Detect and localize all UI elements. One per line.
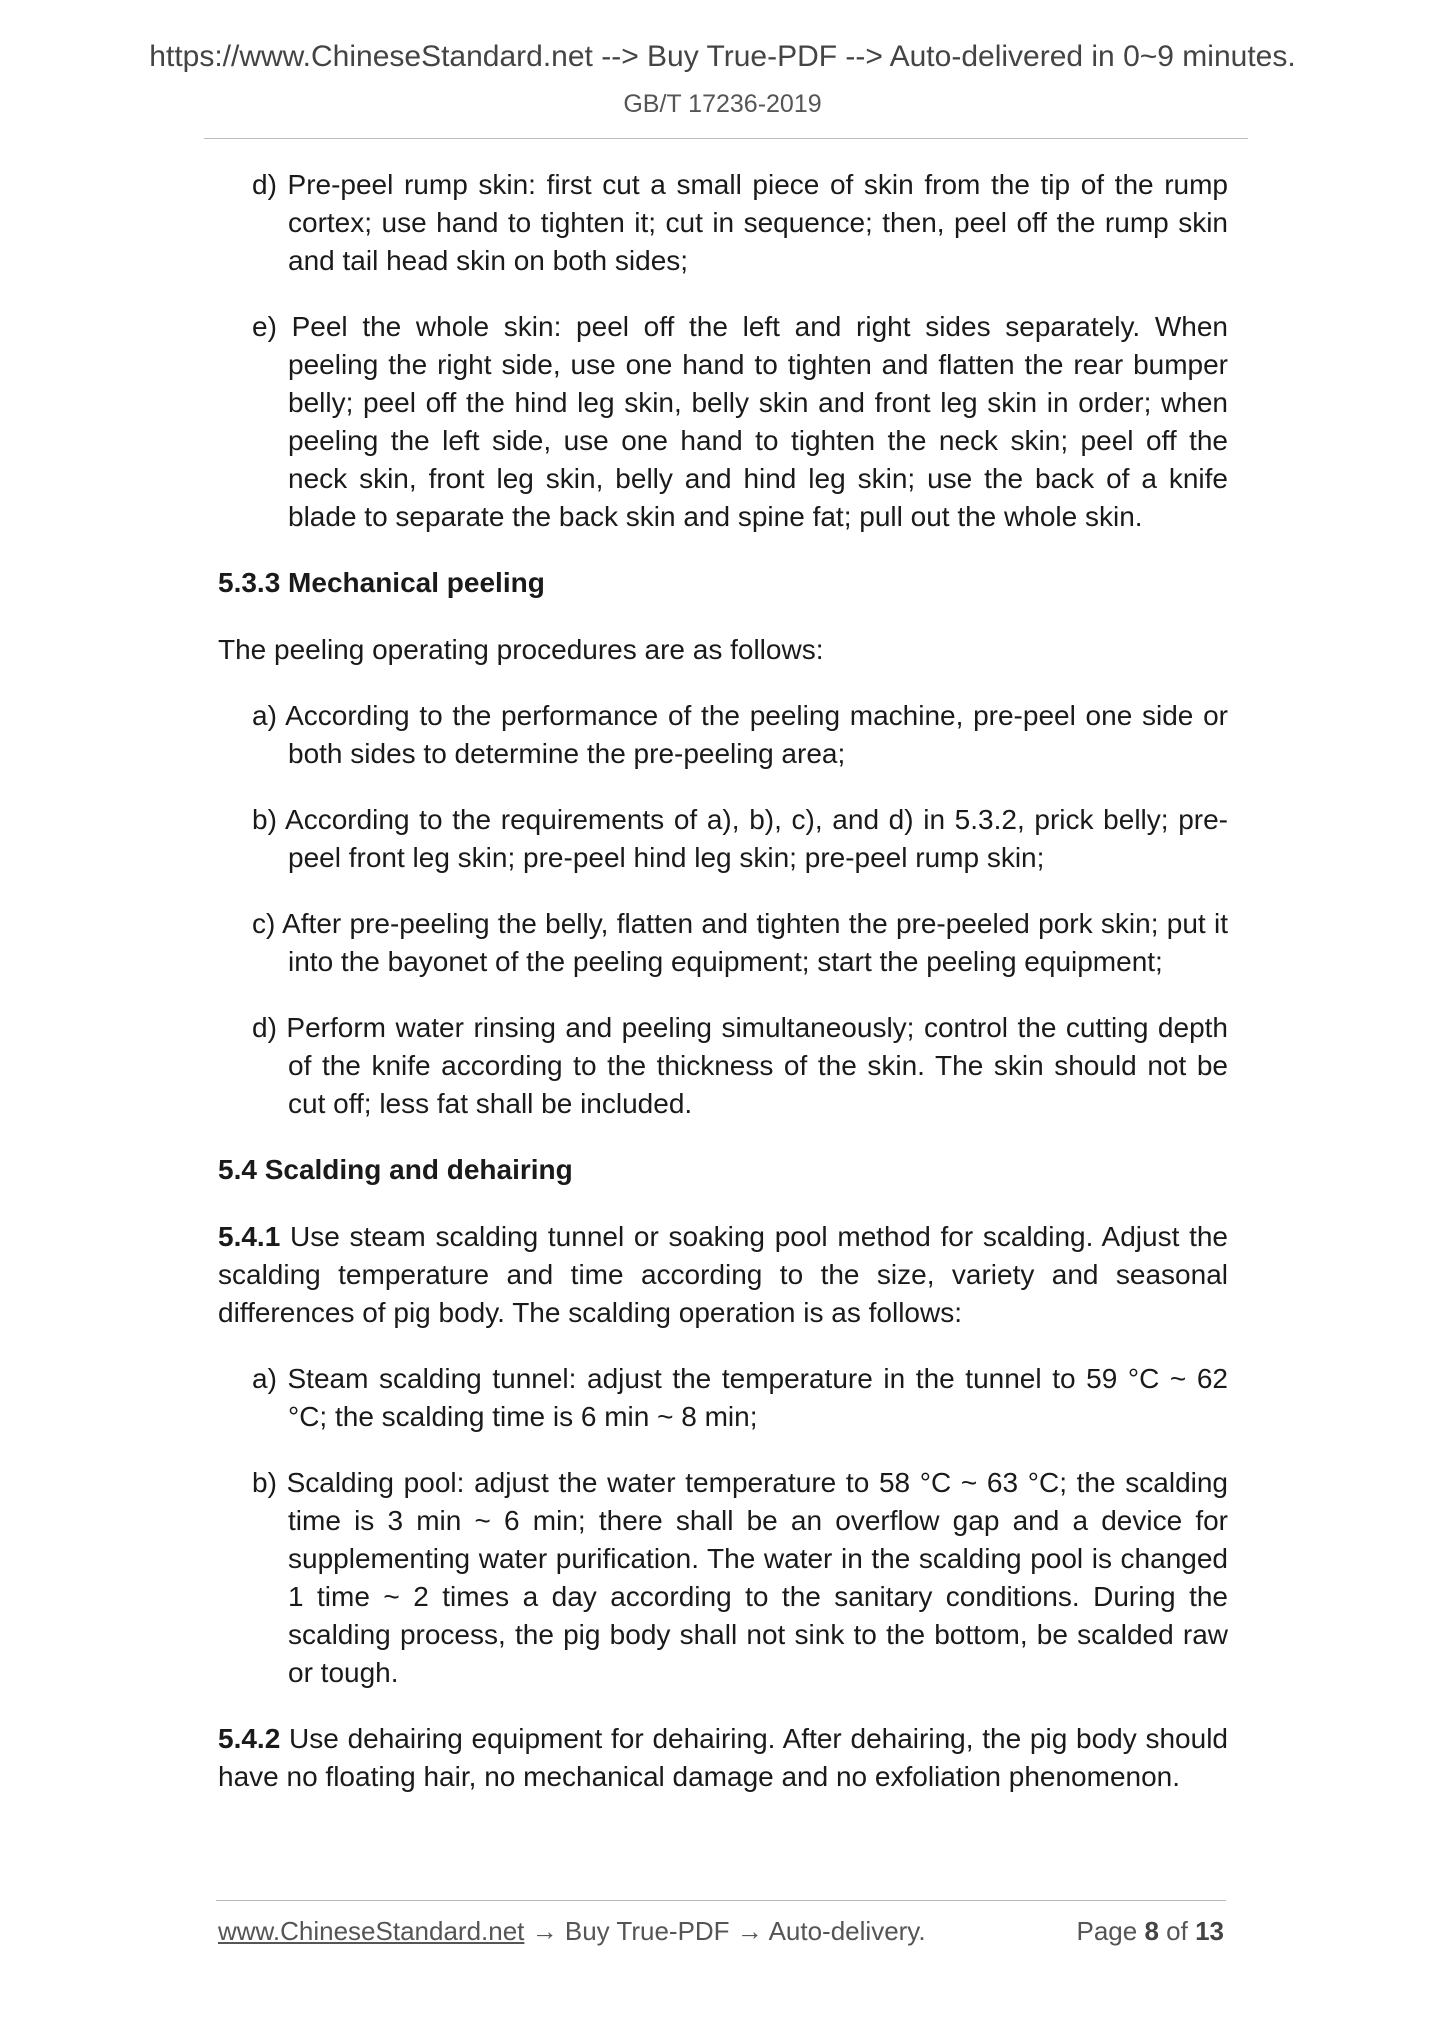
clause-5-4-1-text: Use steam scalding tunnel or soaking pool method for scalding. Adjust the scalding temperature and time according to the size, variety and seasonal differences of pig body. The scalding operation is as follows: — [218, 1221, 1228, 1328]
page-current: 8 — [1144, 1916, 1159, 1946]
page-label: Page — [1076, 1916, 1138, 1946]
intro-5-3-3: The peeling operating procedures are as follows: — [218, 634, 824, 665]
of-label: of — [1166, 1916, 1188, 1946]
scald-item-a: a) Steam scalding tunnel: adjust the temperature in the tunnel to 59 °C ~ 62 °C; the scalding time is 6 min ~ 8 min; — [252, 1363, 1228, 1432]
footer-site-link[interactable]: www.ChineseStandard.net — [218, 1916, 525, 1946]
list-item-prepeel-rump: d) Pre-peel rump skin: first cut a small piece of skin from the tip of the rump cortex; use hand to tighten it; cut in sequence; then, peel off the rump skin and tail head skin on both sides; — [252, 169, 1228, 276]
heading-5-4: 5.4 Scalding and dehairing — [218, 1154, 573, 1185]
header-divider — [204, 138, 1248, 139]
clause-5-4-2 — [218, 1720, 1228, 1796]
footer-divider — [216, 1900, 1226, 1901]
scald-item-b: b) Scalding pool: adjust the water temperature to 58 °C ~ 63 °C; the scalding time is 3 min ~ 6 min; there shall be an overflow gap and a device for supplementing water purification. The water in the scalding pool is changed 1 time ~ 2 times a day according to the sanitary conditions. During the scalding process, the pig body shall not sink to the bottom, be scalded raw or tough. — [252, 1467, 1228, 1688]
mech-item-c: c) After pre-peeling the belly, flatten and tighten the pre-peeled pork skin; put it into the bayonet of the peeling equipment; start the peeling equipment; — [252, 908, 1228, 977]
heading-5-3-3: 5.3.3 Mechanical peeling — [218, 567, 545, 598]
footer-tagline: → Buy True-PDF → Auto-delivery. — [524, 1916, 926, 1946]
page-content — [218, 166, 1228, 1824]
clause-5-4-1 — [218, 1218, 1228, 1332]
clause-5-4-2-text: Use dehairing equipment for dehairing. After dehairing, the pig body should have no floating hair, no mechanical damage and no exfoliation phenomenon. — [218, 1723, 1228, 1792]
footer-left — [218, 1916, 926, 1947]
mech-item-d: d) Perform water rinsing and peeling simultaneously; control the cutting depth of the knife according to the thickness of the skin. The skin should not be cut off; less fat shall be included. — [252, 1012, 1228, 1119]
page-total: 13 — [1195, 1916, 1224, 1946]
page-indicator — [1076, 1916, 1224, 1947]
mech-item-a: a) According to the performance of the peeling machine, pre-peel one side or both sides to determine the pre-peeling area; — [252, 700, 1228, 769]
list-item-peel-whole: e) Peel the whole skin: peel off the left and right sides separately. When peeling the right side, use one hand to tighten and flatten the rear bumper belly; peel off the hind leg skin, belly skin and front leg skin in order; when peeling the left side, use one hand to tighten the neck skin; peel off the neck skin, front leg skin, belly and hind leg skin; use the back of a knife blade to separate the back skin and spine fat; pull out the whole skin. — [252, 311, 1228, 532]
header-url-line: https://www.ChineseStandard.net --> Buy True-PDF --> Auto-delivered in 0~9 minutes. — [149, 40, 1296, 73]
standard-number: GB/T 17236-2019 — [623, 90, 822, 118]
clause-5-4-2-number: 5.4.2 — [218, 1723, 281, 1754]
mech-item-b: b) According to the requirements of a), b), c), and d) in 5.3.2, prick belly; pre-peel front leg skin; pre-peel hind leg skin; pre-peel rump skin; — [252, 804, 1228, 873]
clause-5-4-1-number: 5.4.1 — [218, 1221, 281, 1252]
